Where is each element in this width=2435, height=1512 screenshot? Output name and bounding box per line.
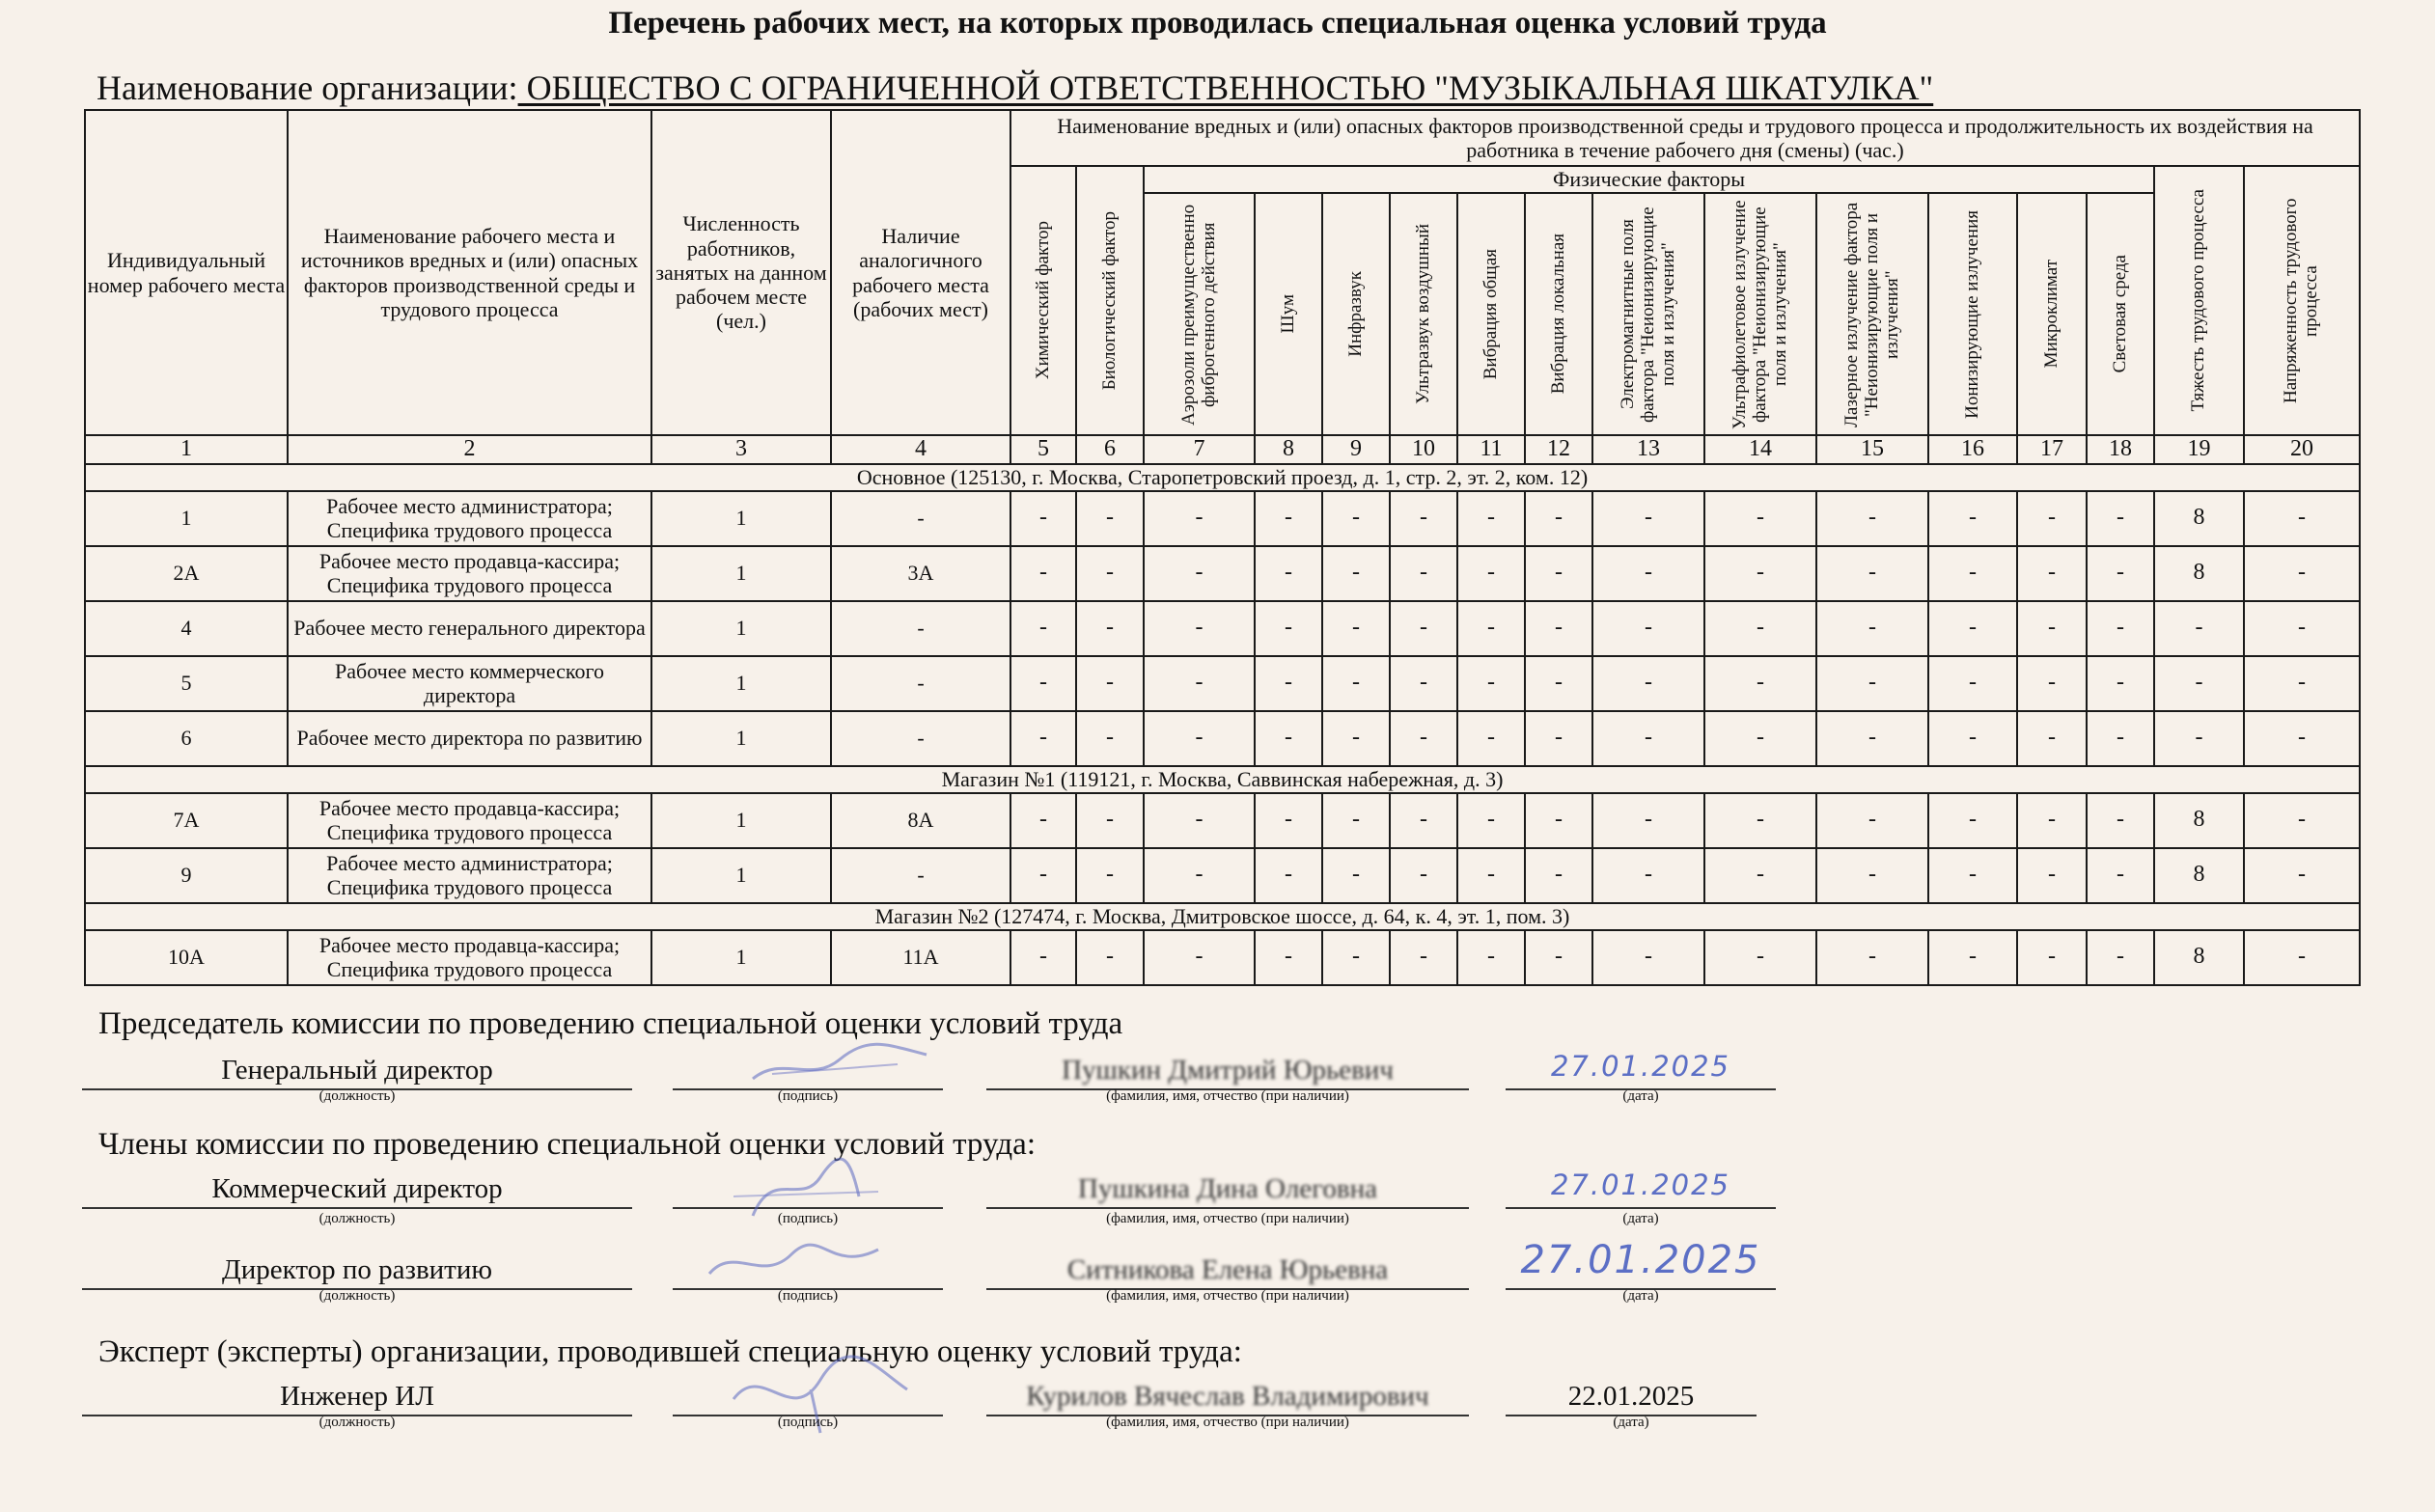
header-infrasound bbox=[1322, 193, 1390, 435]
factor-cell: - bbox=[1076, 930, 1144, 985]
factor-cell: - bbox=[2017, 656, 2087, 711]
analog-workplace-cell: - bbox=[831, 601, 1010, 656]
factor-cell: - bbox=[1010, 848, 1076, 903]
column-number: 11 bbox=[1457, 435, 1525, 464]
column-number: 13 bbox=[1592, 435, 1704, 464]
factor-cell: - bbox=[1525, 491, 1592, 546]
header-noise bbox=[1255, 193, 1322, 435]
expert-date: 22.01.2025 bbox=[1567, 1381, 1695, 1412]
location-label: Магазин №1 (119121, г. Москва, Саввинская набережная, д. 3) bbox=[85, 766, 2360, 793]
members-heading: Члены комиссии по проведению специальной оценки условий труда: bbox=[98, 1127, 1037, 1162]
location-label: Основное (125130, г. Москва, Старопетровский проезд, д. 1, стр. 2, эт. 2, ком. 12) bbox=[85, 464, 2360, 491]
header-vibration-local-label: Вибрация локальная bbox=[1547, 234, 1568, 395]
workplace-id-cell: 7А bbox=[85, 793, 288, 848]
analog-workplace-cell: 3А bbox=[831, 546, 1010, 601]
factor-cell: - bbox=[1010, 793, 1076, 848]
header-biological-label: Биологический фактор bbox=[1098, 210, 1120, 391]
header-workplace-number: Индивидуальный номер рабочего места bbox=[85, 110, 288, 435]
column-number: 8 bbox=[1255, 435, 1322, 464]
member1-date-field bbox=[1506, 1170, 1776, 1209]
expert-date-caption: (дата) bbox=[1613, 1415, 1649, 1430]
factor-cell: - bbox=[1816, 546, 1928, 601]
factor-cell: - bbox=[1457, 546, 1525, 601]
employee-count-cell: 1 bbox=[651, 711, 831, 766]
factor-cell: - bbox=[1076, 711, 1144, 766]
factor-cell: - bbox=[1255, 793, 1322, 848]
factor-cell: - bbox=[1255, 930, 1322, 985]
column-number: 2 bbox=[288, 435, 651, 464]
expert-fio-caption: (фамилия, имя, отчество (при наличии) bbox=[1106, 1415, 1349, 1430]
factor-cell: - bbox=[1144, 711, 1255, 766]
workplace-id-cell: 6 bbox=[85, 711, 288, 766]
chair-signature-scribble bbox=[743, 1035, 936, 1093]
workplace-name-cell: Рабочее место продавца-кассира; Специфика трудового процесса bbox=[288, 793, 651, 848]
expert-position: Инженер ИЛ bbox=[280, 1381, 434, 1412]
workplace-id-cell: 10А bbox=[85, 930, 288, 985]
employee-count-cell: 1 bbox=[651, 793, 831, 848]
header-laser-label: Лазерное излучение фактора "Неионизирующие поля и излучения" bbox=[1840, 201, 1902, 427]
factor-cell: - bbox=[1322, 793, 1390, 848]
header-employee-count: Численность работников, занятых на данном рабочем месте (чел.) bbox=[651, 110, 831, 435]
factor-cell: 8 bbox=[2154, 930, 2244, 985]
employee-count-cell: 1 bbox=[651, 491, 831, 546]
member2-signature-caption: (подпись) bbox=[777, 1288, 839, 1304]
table-row bbox=[85, 601, 2360, 656]
factor-cell: - bbox=[1704, 711, 1816, 766]
factor-cell: - bbox=[1144, 601, 1255, 656]
analog-workplace-cell: 8А bbox=[831, 793, 1010, 848]
analog-workplace-cell: - bbox=[831, 711, 1010, 766]
factor-cell: - bbox=[1525, 848, 1592, 903]
header-microclimate-label: Микроклимат bbox=[2040, 260, 2061, 369]
factor-cell: - bbox=[1390, 601, 1457, 656]
employee-count-cell: 1 bbox=[651, 848, 831, 903]
employee-count-cell: 1 bbox=[651, 546, 831, 601]
chair-fio-field bbox=[986, 1052, 1469, 1090]
factor-cell: - bbox=[1144, 546, 1255, 601]
expert-date-field bbox=[1506, 1378, 1757, 1416]
factor-cell: - bbox=[1390, 793, 1457, 848]
column-number: 7 bbox=[1144, 435, 1255, 464]
factor-cell: - bbox=[1816, 793, 1928, 848]
workplaces-table bbox=[84, 109, 2361, 986]
factor-cell: - bbox=[2087, 848, 2154, 903]
factor-cell: - bbox=[2244, 848, 2360, 903]
factor-cell: - bbox=[2087, 793, 2154, 848]
factor-cell: 8 bbox=[2154, 491, 2244, 546]
factor-cell: - bbox=[1322, 848, 1390, 903]
factor-cell: - bbox=[2244, 546, 2360, 601]
factor-cell: - bbox=[1525, 656, 1592, 711]
factor-cell: - bbox=[1322, 656, 1390, 711]
factor-cell: - bbox=[1816, 930, 1928, 985]
header-chemical-label: Химический фактор bbox=[1032, 221, 1053, 380]
workplace-name-cell: Рабочее место директора по развитию bbox=[288, 711, 651, 766]
column-number: 10 bbox=[1390, 435, 1457, 464]
member2-signature-scribble bbox=[695, 1235, 888, 1293]
factor-cell: - bbox=[1704, 848, 1816, 903]
factor-cell: - bbox=[2244, 491, 2360, 546]
column-number: 12 bbox=[1525, 435, 1592, 464]
factor-cell: - bbox=[1457, 793, 1525, 848]
factor-cell: - bbox=[1592, 656, 1704, 711]
factor-cell: - bbox=[1457, 601, 1525, 656]
workplace-name-cell: Рабочее место генерального директора bbox=[288, 601, 651, 656]
member2-fio-caption: (фамилия, имя, отчество (при наличии) bbox=[1106, 1288, 1349, 1304]
factor-cell: - bbox=[1525, 930, 1592, 985]
factor-cell: - bbox=[1816, 491, 1928, 546]
factor-cell: - bbox=[1255, 711, 1322, 766]
factor-cell: - bbox=[2154, 601, 2244, 656]
member2-date-caption: (дата) bbox=[1622, 1288, 1659, 1304]
factor-cell: - bbox=[2087, 656, 2154, 711]
factor-cell: - bbox=[1255, 656, 1322, 711]
factor-cell: - bbox=[1144, 656, 1255, 711]
factor-cell: - bbox=[1928, 848, 2017, 903]
factor-cell: - bbox=[1592, 711, 1704, 766]
factor-cell: - bbox=[1322, 930, 1390, 985]
header-factors-group: Наименование вредных и (или) опасных факторов производственной среды и трудового процесса и продолжительность их воздействия на работника в течение рабочего дня (смены) (час.) bbox=[1010, 110, 2360, 166]
column-number: 16 bbox=[1928, 435, 2017, 464]
factor-cell: - bbox=[1144, 930, 1255, 985]
factor-cell: - bbox=[1390, 930, 1457, 985]
factor-cell: - bbox=[1928, 546, 2017, 601]
factor-cell: - bbox=[2087, 491, 2154, 546]
header-biological bbox=[1076, 166, 1144, 435]
factor-cell: - bbox=[1255, 601, 1322, 656]
factor-cell: - bbox=[1816, 711, 1928, 766]
column-number: 9 bbox=[1322, 435, 1390, 464]
factor-cell: - bbox=[1704, 546, 1816, 601]
factor-cell: - bbox=[1704, 601, 1816, 656]
factor-cell: - bbox=[1010, 711, 1076, 766]
table-row bbox=[85, 930, 2360, 985]
factor-cell: - bbox=[2244, 711, 2360, 766]
header-aerosols bbox=[1144, 193, 1255, 435]
factor-cell: - bbox=[2244, 656, 2360, 711]
header-vibration-general bbox=[1457, 193, 1525, 435]
factor-cell: - bbox=[1010, 546, 1076, 601]
chair-fio-caption: (фамилия, имя, отчество (при наличии) bbox=[1106, 1088, 1349, 1104]
workplace-id-cell: 5 bbox=[85, 656, 288, 711]
factor-cell: - bbox=[1525, 711, 1592, 766]
column-number: 4 bbox=[831, 435, 1010, 464]
factor-cell: - bbox=[2017, 491, 2087, 546]
factor-cell: - bbox=[1076, 491, 1144, 546]
workplace-name-cell: Рабочее место администратора; Специфика трудового процесса bbox=[288, 491, 651, 546]
factor-cell: - bbox=[1592, 930, 1704, 985]
workplace-id-cell: 9 bbox=[85, 848, 288, 903]
expert-fio: Курилов Вячеслав Владимирович bbox=[1026, 1381, 1429, 1412]
column-number: 20 bbox=[2244, 435, 2360, 464]
analog-workplace-cell: - bbox=[831, 491, 1010, 546]
employee-count-cell: 1 bbox=[651, 601, 831, 656]
table-row bbox=[85, 793, 2360, 848]
header-vibration-general-label: Вибрация общая bbox=[1480, 248, 1501, 380]
chair-date-field bbox=[1506, 1052, 1776, 1090]
factor-cell: - bbox=[1525, 601, 1592, 656]
header-uv bbox=[1704, 193, 1816, 435]
factor-cell: - bbox=[1928, 601, 2017, 656]
member2-date: 27.01.2025 bbox=[1520, 1238, 1761, 1282]
factor-cell: - bbox=[1255, 546, 1322, 601]
factor-cell: - bbox=[1457, 491, 1525, 546]
column-number: 14 bbox=[1704, 435, 1816, 464]
factor-cell: - bbox=[2087, 546, 2154, 601]
location-row bbox=[85, 464, 2360, 491]
factor-cell: - bbox=[2154, 656, 2244, 711]
header-chemical bbox=[1010, 166, 1076, 435]
expert-heading: Эксперт (эксперты) организации, проводившей специальную оценку условий труда: bbox=[98, 1334, 1242, 1369]
workplace-id-cell: 2А bbox=[85, 546, 288, 601]
organization-label: Наименование организации: bbox=[97, 69, 518, 107]
factor-cell: - bbox=[2087, 601, 2154, 656]
expert-fio-field bbox=[986, 1378, 1469, 1416]
factor-cell: 8 bbox=[2154, 793, 2244, 848]
factor-cell: - bbox=[1322, 711, 1390, 766]
member1-fio-caption: (фамилия, имя, отчество (при наличии) bbox=[1106, 1211, 1349, 1226]
factor-cell: - bbox=[1390, 711, 1457, 766]
member2-date-field bbox=[1506, 1238, 1776, 1290]
workplace-id-cell: 4 bbox=[85, 601, 288, 656]
header-em-fields bbox=[1592, 193, 1704, 435]
factor-cell: - bbox=[1010, 656, 1076, 711]
factor-cell: - bbox=[2017, 546, 2087, 601]
header-ionizing-label: Ионизирующие излучения bbox=[1961, 209, 1982, 419]
header-infrasound-label: Инфразвук bbox=[1344, 271, 1366, 357]
factor-cell: - bbox=[1928, 656, 2017, 711]
factor-cell: - bbox=[1457, 656, 1525, 711]
header-severity-label: Тяжесть трудового процесса bbox=[2188, 189, 2209, 412]
factor-cell: - bbox=[1010, 491, 1076, 546]
workplace-name-cell: Рабочее место продавца-кассира; Специфика трудового процесса bbox=[288, 930, 651, 985]
factor-cell: - bbox=[1076, 656, 1144, 711]
factor-cell: - bbox=[1144, 491, 1255, 546]
factor-cell: - bbox=[1390, 848, 1457, 903]
factor-cell: - bbox=[1592, 546, 1704, 601]
factor-cell: - bbox=[1592, 601, 1704, 656]
factor-cell: - bbox=[1457, 711, 1525, 766]
organization-name: ОБЩЕСТВО С ОГРАНИЧЕННОЙ ОТВЕТСТВЕННОСТЬЮ "МУЗЫКАЛЬНАЯ ШКАТУЛКА" bbox=[517, 69, 1934, 107]
chair-signature-caption: (подпись) bbox=[777, 1088, 839, 1104]
factor-cell: - bbox=[1592, 793, 1704, 848]
factor-cell: - bbox=[1525, 793, 1592, 848]
member2-position: Директор по развитию bbox=[221, 1254, 493, 1285]
member1-position-caption: (должность) bbox=[318, 1211, 396, 1226]
factor-cell: - bbox=[1816, 601, 1928, 656]
employee-count-cell: 1 bbox=[651, 930, 831, 985]
location-label: Магазин №2 (127474, г. Москва, Дмитровское шоссе, д. 64, к. 4, эт. 1, пом. 3) bbox=[85, 903, 2360, 930]
chair-position-field bbox=[82, 1052, 632, 1090]
workplace-id-cell: 1 bbox=[85, 491, 288, 546]
analog-workplace-cell: 11А bbox=[831, 930, 1010, 985]
factor-cell: - bbox=[1255, 491, 1322, 546]
table-row bbox=[85, 711, 2360, 766]
expert-position-field bbox=[82, 1378, 632, 1416]
factor-cell: - bbox=[1592, 848, 1704, 903]
analog-workplace-cell: - bbox=[831, 848, 1010, 903]
factor-cell: - bbox=[1010, 601, 1076, 656]
member1-signature-caption: (подпись) bbox=[777, 1211, 839, 1226]
workplace-name-cell: Рабочее место продавца-кассира; Специфика трудового процесса bbox=[288, 546, 651, 601]
factor-cell: - bbox=[1322, 546, 1390, 601]
factor-cell: - bbox=[2244, 601, 2360, 656]
header-severity bbox=[2154, 166, 2244, 435]
header-ultrasound bbox=[1390, 193, 1457, 435]
location-row bbox=[85, 766, 2360, 793]
factor-cell: - bbox=[1076, 793, 1144, 848]
factor-cell: - bbox=[1390, 491, 1457, 546]
factor-cell: - bbox=[2087, 930, 2154, 985]
factor-cell: - bbox=[1928, 491, 2017, 546]
member2-fio: Ситникова Елена Юрьевна bbox=[1066, 1254, 1389, 1285]
expert-position-caption: (должность) bbox=[318, 1415, 396, 1430]
member1-position-field bbox=[82, 1170, 632, 1209]
factor-cell: - bbox=[1390, 546, 1457, 601]
table-body bbox=[85, 464, 2360, 985]
column-number: 6 bbox=[1076, 435, 1144, 464]
factor-cell: - bbox=[2017, 930, 2087, 985]
factor-cell: - bbox=[2087, 711, 2154, 766]
chair-date-caption: (дата) bbox=[1622, 1088, 1659, 1104]
chair-fio: Пушкин Дмитрий Юрьевич bbox=[1062, 1055, 1394, 1086]
member1-date: 27.01.2025 bbox=[1550, 1168, 1731, 1201]
header-em-fields-label: Электромагнитные поля фактора "Неионизирующие поля и излучения" bbox=[1617, 206, 1678, 423]
analog-workplace-cell: - bbox=[831, 656, 1010, 711]
factor-cell: - bbox=[2017, 711, 2087, 766]
column-number: 5 bbox=[1010, 435, 1076, 464]
header-noise-label: Шум bbox=[1277, 294, 1298, 334]
factor-cell: - bbox=[1928, 711, 2017, 766]
column-numbers-row bbox=[85, 435, 2360, 464]
header-lighting-label: Световая среда bbox=[2109, 255, 2130, 373]
factor-cell: - bbox=[1322, 491, 1390, 546]
factor-cell: 8 bbox=[2154, 848, 2244, 903]
factor-cell: - bbox=[1010, 930, 1076, 985]
column-number: 17 bbox=[2017, 435, 2087, 464]
employee-count-cell: 1 bbox=[651, 656, 831, 711]
header-analog-workplace: Наличие аналогичного рабочего места (рабочих мест) bbox=[831, 110, 1010, 435]
factor-cell: - bbox=[1457, 848, 1525, 903]
column-number: 1 bbox=[85, 435, 288, 464]
member1-fio-field bbox=[986, 1170, 1469, 1209]
table-row bbox=[85, 656, 2360, 711]
factor-cell: - bbox=[1457, 930, 1525, 985]
factor-cell: - bbox=[2244, 793, 2360, 848]
factor-cell: - bbox=[1816, 848, 1928, 903]
header-ionizing bbox=[1928, 193, 2017, 435]
chair-position-caption: (должность) bbox=[318, 1088, 396, 1104]
column-number: 3 bbox=[651, 435, 831, 464]
page-title: Перечень рабочих мест, на которых проводилась специальная оценка условий труда bbox=[608, 6, 1827, 41]
header-microclimate bbox=[2017, 193, 2087, 435]
location-row bbox=[85, 903, 2360, 930]
factor-cell: - bbox=[1144, 848, 1255, 903]
factor-cell: - bbox=[2017, 601, 2087, 656]
header-workplace-name: Наименование рабочего места и источников вредных и (или) опасных факторов производственной среды и трудового процесса bbox=[288, 110, 651, 435]
factor-cell: - bbox=[1928, 793, 2017, 848]
table-row bbox=[85, 848, 2360, 903]
factor-cell: - bbox=[2017, 848, 2087, 903]
factor-cell: - bbox=[1704, 656, 1816, 711]
header-lighting bbox=[2087, 193, 2154, 435]
factor-cell: - bbox=[1076, 546, 1144, 601]
column-number: 15 bbox=[1816, 435, 1928, 464]
column-number: 19 bbox=[2154, 435, 2244, 464]
header-laser bbox=[1816, 193, 1928, 435]
expert-signature-caption: (подпись) bbox=[777, 1415, 839, 1430]
factor-cell: - bbox=[2244, 930, 2360, 985]
factor-cell: - bbox=[1144, 793, 1255, 848]
factor-cell: - bbox=[1322, 601, 1390, 656]
chair-date: 27.01.2025 bbox=[1550, 1050, 1731, 1083]
column-number: 18 bbox=[2087, 435, 2154, 464]
table-row bbox=[85, 546, 2360, 601]
header-ultrasound-label: Ультразвук воздушный bbox=[1412, 224, 1433, 404]
organization-line bbox=[97, 68, 1933, 108]
factor-cell: - bbox=[1390, 656, 1457, 711]
workplace-name-cell: Рабочее место коммерческого директора bbox=[288, 656, 651, 711]
factor-cell: 8 bbox=[2154, 546, 2244, 601]
factor-cell: - bbox=[1076, 848, 1144, 903]
member2-position-field bbox=[82, 1251, 632, 1290]
member1-date-caption: (дата) bbox=[1622, 1211, 1659, 1226]
member2-fio-field bbox=[986, 1251, 1469, 1290]
header-vibration-local bbox=[1525, 193, 1592, 435]
member1-position: Коммерческий директор bbox=[211, 1173, 503, 1204]
header-intensity-label: Напряженность трудового процесса bbox=[2281, 198, 2321, 403]
factor-cell: - bbox=[2154, 711, 2244, 766]
header-physical-group: Физические факторы bbox=[1144, 166, 2154, 193]
chair-heading: Председатель комиссии по проведению специальной оценки условий труда bbox=[98, 1006, 1123, 1041]
table-row bbox=[85, 491, 2360, 546]
header-aerosols-label: Аэрозоли преимущественно фиброгенного действия bbox=[1177, 203, 1219, 426]
factor-cell: - bbox=[1255, 848, 1322, 903]
factor-cell: - bbox=[1928, 930, 2017, 985]
factor-cell: - bbox=[1704, 793, 1816, 848]
factor-cell: - bbox=[1592, 491, 1704, 546]
factor-cell: - bbox=[1076, 601, 1144, 656]
factor-cell: - bbox=[1704, 491, 1816, 546]
chair-position: Генеральный директор bbox=[221, 1055, 493, 1086]
header-uv-label: Ультрафиолетовое излучение фактора "Неионизирующие поля и излучения" bbox=[1729, 199, 1790, 429]
workplace-name-cell: Рабочее место администратора; Специфика трудового процесса bbox=[288, 848, 651, 903]
member1-fio: Пушкина Дина Олеговна bbox=[1077, 1173, 1377, 1204]
header-intensity bbox=[2244, 166, 2360, 435]
factor-cell: - bbox=[1525, 546, 1592, 601]
factor-cell: - bbox=[1704, 930, 1816, 985]
member2-position-caption: (должность) bbox=[318, 1288, 396, 1304]
factor-cell: - bbox=[1816, 656, 1928, 711]
factor-cell: - bbox=[2017, 793, 2087, 848]
